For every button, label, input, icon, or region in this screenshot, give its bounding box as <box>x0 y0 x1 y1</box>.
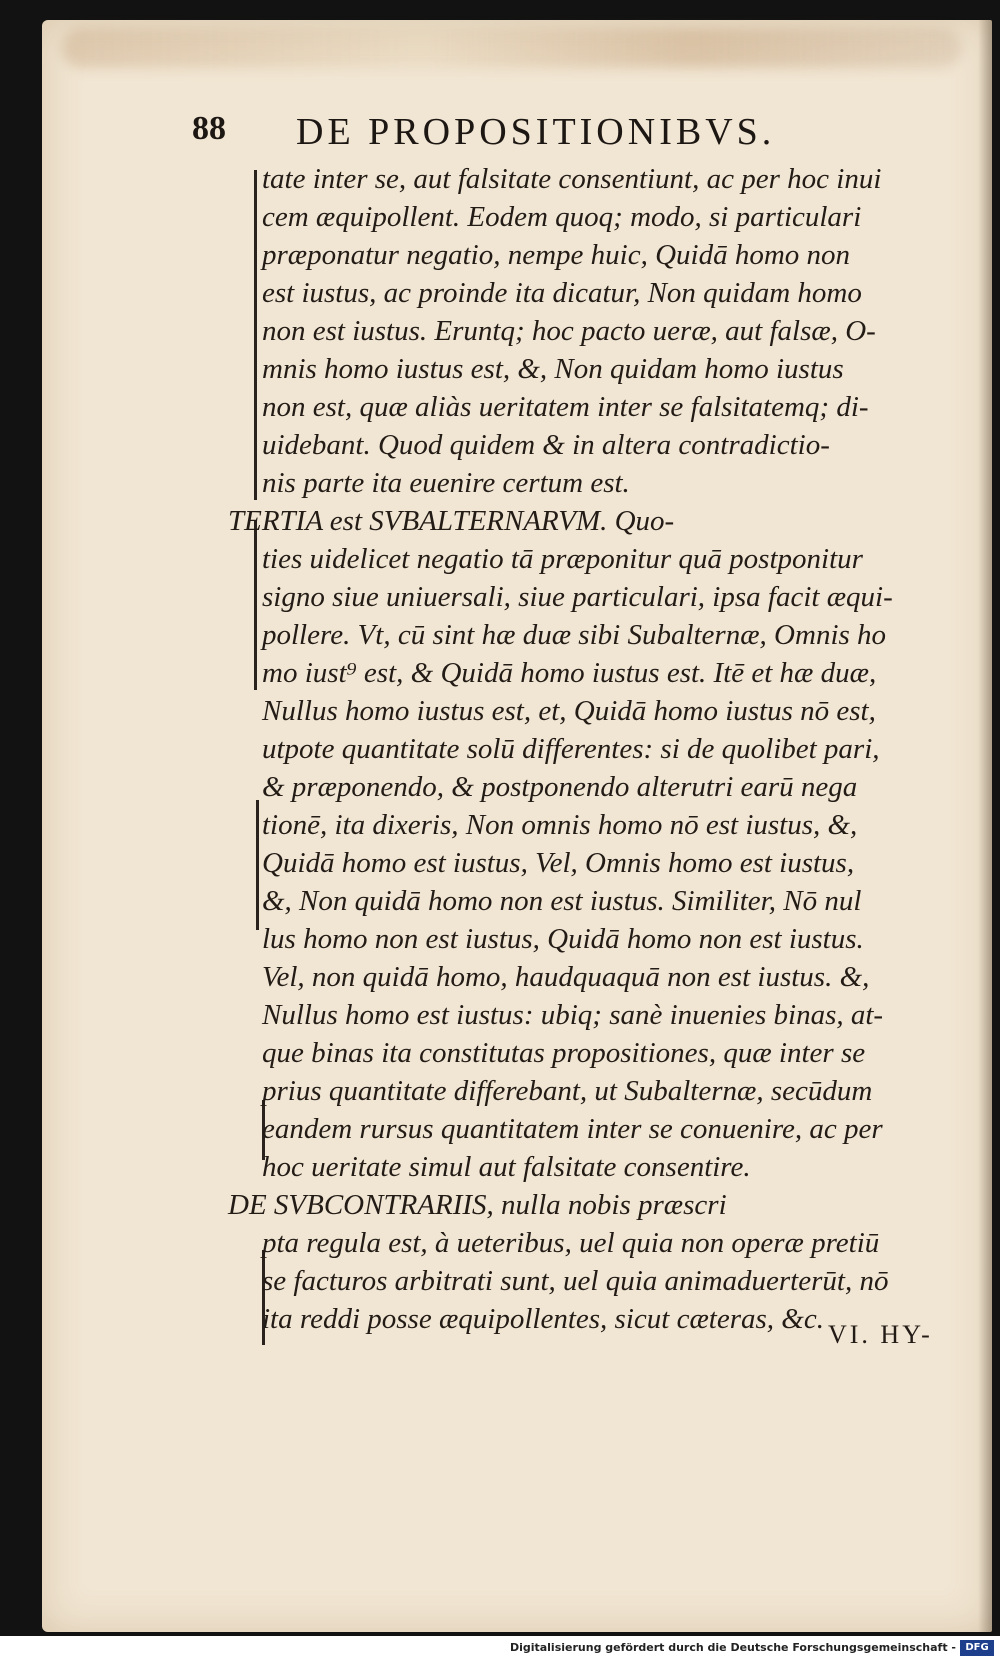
text-line: signo siue uniuersali, siue particulari, ipsa facit æqui- <box>262 581 893 613</box>
text-line: tate inter se, aut falsitate consentiunt, ac per hoc inui <box>262 163 882 195</box>
text-line: Vel, non quidā homo, haudquaquā non est iustus. &, <box>262 961 870 993</box>
text-line: Nullus homo est iustus: ubiq; sanè inuenies binas, at- <box>262 999 884 1031</box>
text-line: cem æquipollent. Eodem quoq; modo, si particulari <box>262 201 862 233</box>
text-line: eandem rursus quantitatem inter se conuenire, ac per <box>262 1113 883 1145</box>
text-line: mo iust⁹ est, & Quidā homo iustus est. Itē et hæ duæ, <box>262 657 877 689</box>
text-line: hoc ueritate simul aut falsitate consentire. <box>262 1151 751 1183</box>
text-line: est iustus, ac proinde ita dicatur, Non quidam homo <box>262 277 862 309</box>
text-line: non est, quæ aliàs ueritatem inter se falsitatemq; di- <box>262 391 869 423</box>
text-line: utpote quantitate solū differentes: si de quolibet pari, <box>262 733 880 765</box>
text-line: prius quantitate differebant, ut Subalternæ, secūdum <box>262 1075 873 1107</box>
text-line: & præponendo, & postponendo alterutri earū nega <box>262 771 858 803</box>
text-line: TERTIA est SVBALTERNARVM. Quo- <box>228 505 675 537</box>
running-title: DE PROPOSITIONIBVS. <box>296 111 776 153</box>
page-edge-shadow <box>978 20 992 1632</box>
text-line: mnis homo iustus est, &, Non quidam homo iustus <box>262 353 844 385</box>
text-line: uidebant. Quod quidem & in altera contradictio- <box>262 429 830 461</box>
dfg-logo: DFG <box>960 1640 994 1656</box>
page-header <box>192 110 892 160</box>
text-line: ties uidelicet negatio tā præponitur quā postponitur <box>262 543 863 575</box>
text-line: tionē, ita dixeris, Non omnis homo nō est iustus, &, <box>262 809 858 841</box>
text-line: Nullus homo iustus est, et, Quidā homo iustus nō est, <box>262 695 876 727</box>
text-line: ita reddi posse æquipollentes, sicut cæteras, &c. <box>262 1303 824 1335</box>
text-line: pta regula est, à ueteribus, uel quia non operæ pretiū <box>262 1227 880 1259</box>
text-line: que binas ita constitutas propositiones, quæ inter se <box>262 1037 866 1069</box>
footer-bar <box>0 1636 1000 1662</box>
text-line: DE SVBCONTRARIIS, nulla nobis præscri <box>228 1189 727 1221</box>
folio-number: 88 <box>192 110 226 147</box>
text-line: lus homo non est iustus, Quidā homo non est iustus. <box>262 923 864 955</box>
text-line: &, Non quidā homo non est iustus. Similiter, Nō nul <box>262 885 862 917</box>
catchword: VI. HY- <box>828 1320 933 1349</box>
text-line: non est iustus. Eruntq; hoc pacto ueræ, aut falsæ, O- <box>262 315 876 347</box>
funding-credit: Digitalisierung gefördert durch die Deutsche Forschungsgemeinschaft - <box>509 1641 956 1654</box>
text-line: pollere. Vt, cū sint hæ duæ sibi Subalternæ, Omnis ho <box>262 619 887 651</box>
text-line: nis parte ita euenire certum est. <box>262 467 630 499</box>
margin-rule-1 <box>254 170 257 500</box>
margin-rule-3 <box>256 800 259 930</box>
text-line: Quidā homo est iustus, Vel, Omnis homo est iustus, <box>262 847 855 879</box>
text-line: se facturos arbitrati sunt, uel quia animaduerterūt, nō <box>262 1265 889 1297</box>
margin-rule-2 <box>254 520 257 690</box>
text-line: præponatur negatio, nempe huic, Quidā homo non <box>262 239 851 271</box>
page-stain <box>62 28 962 68</box>
body-text <box>228 160 902 1338</box>
